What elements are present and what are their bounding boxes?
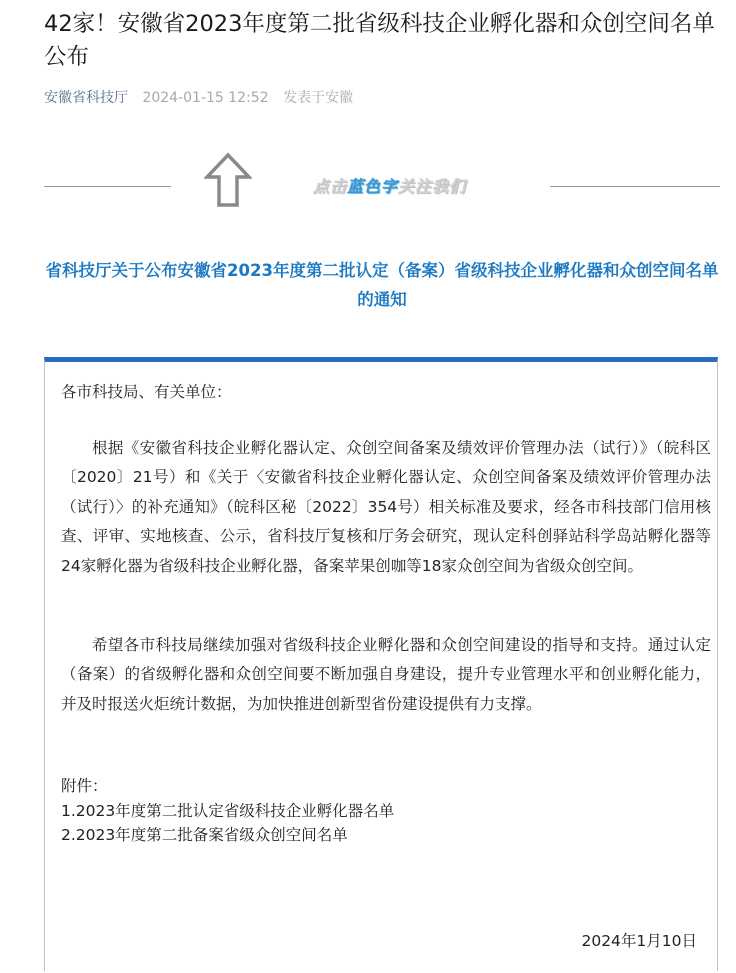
attachment-item: 1.2023年度第二批认定省级科技企业孵化器名单 [61, 801, 395, 820]
up-arrow-icon [204, 152, 252, 208]
article-title: 42家！安徽省2023年度第二批省级科技企业孵化器和众创空间名单公布 [44, 11, 715, 70]
publish-location: 发表于安徽 [283, 90, 354, 106]
divider-left [44, 186, 171, 187]
paragraph-2: 希望各市科技局继续加强对省级科技企业孵化器和众创空间建设的指导和支持。通过认定（备案）的省级孵化器和众创空间要不断加强自身建设，提升专业管理水平和创业孵化能力，并及时报送火炬统计数据，为加快推进创新型省份建设提供有力支撑。 [61, 636, 711, 713]
divider-right [550, 186, 720, 187]
follow-banner[interactable] [0, 148, 736, 208]
follow-text[interactable]: 点击蓝色字关注我们 [313, 177, 467, 196]
author-link[interactable]: 安徽省科技厅 [44, 90, 128, 106]
salutation: 各市科技局、有关单位： [61, 383, 232, 401]
article-meta [44, 87, 363, 107]
notice-box [44, 357, 718, 971]
attachments-label: 附件： [61, 777, 108, 795]
attachment-item: 2.2023年度第二批备案省级众创空间名单 [61, 826, 348, 844]
attachments [61, 774, 394, 848]
paragraph-1: 根据《安徽省科技企业孵化器认定、众创空间备案及绩效评价管理办法（试行）》（皖科区〔2020〕21号）和《关于〈安徽省科技企业孵化器认定、众创空间备案及绩效评价管理办法（试行）〉的补充通知》（皖科区秘〔2022〕354号）相关标准及要求，经各市科技部门信用核查、评审、实地核查、公示，省科技厅复核和厅务会研究，现认定科创驿站科学岛站孵化器等24家孵化器为省级科技企业孵化器，备案苹果创咖等18家众创空间为省级众创空间。 [61, 439, 711, 575]
notice-date: 2024年1月10日 [581, 932, 697, 950]
publish-datetime: 2024-01-15 12:52 [142, 90, 269, 106]
notice-title: 省科技厅关于公布安徽省2023年度第二批认定（备案）省级科技企业孵化器和众创空间名单的通知 [45, 261, 719, 309]
